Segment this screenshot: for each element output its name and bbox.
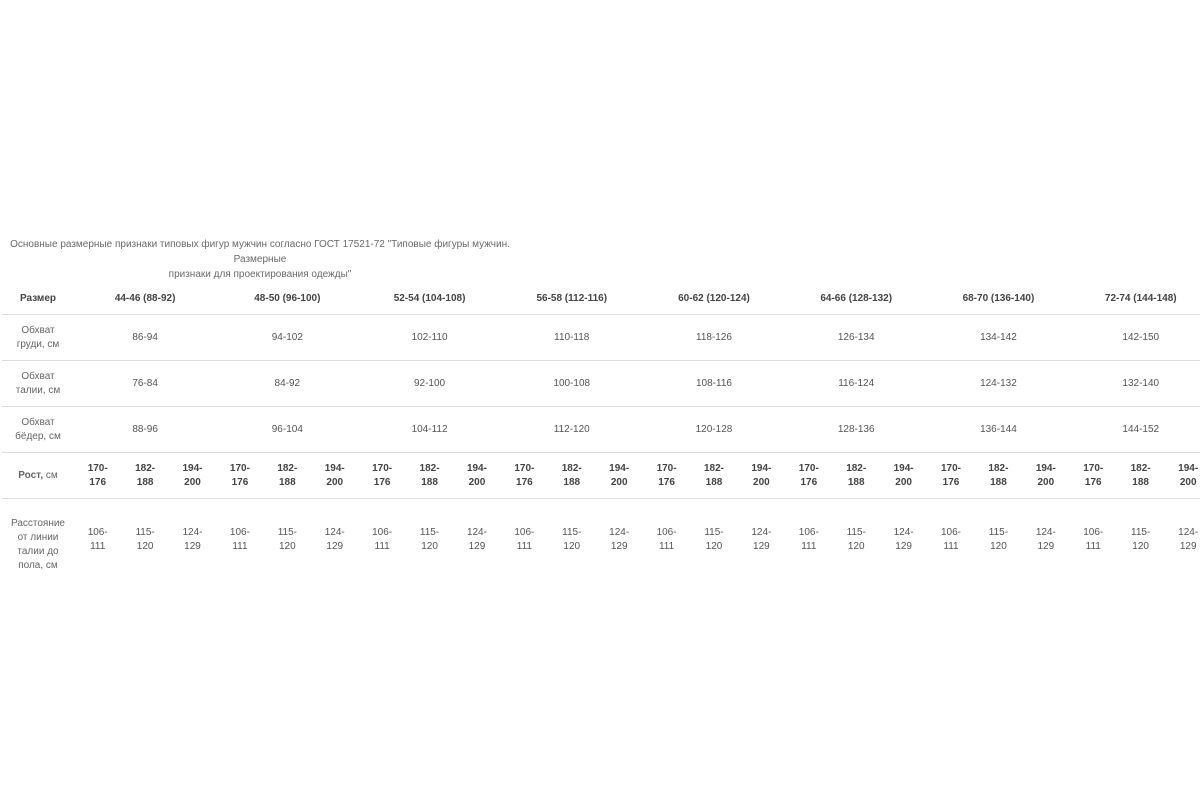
size-cell: 56-58 (112-116) <box>501 284 643 315</box>
height-cell: 170- 176 <box>927 453 974 499</box>
height-cell: 182- 188 <box>1117 453 1164 499</box>
chest-row <box>2 315 1200 361</box>
distance-row <box>2 499 1200 582</box>
distance-cell: 115- 120 <box>562 527 582 552</box>
height-row <box>2 453 1200 499</box>
distance-cell: 124- 129 <box>893 527 914 552</box>
height-cell: 182- 188 <box>264 453 311 499</box>
height-cell: 182- 188 <box>975 453 1022 499</box>
height-cell: 182- 188 <box>690 453 737 499</box>
height-cell: 194- 200 <box>311 453 358 499</box>
height-cell: 182- 188 <box>833 453 880 499</box>
height-cell: 182- 188 <box>406 453 453 499</box>
size-header-label: Размер <box>2 284 74 315</box>
distance-cell: 115- 120 <box>419 527 440 552</box>
distance-cell: 124- 129 <box>1035 527 1056 552</box>
height-cell: 170- 176 <box>74 453 121 499</box>
distance-cell: 106- 111 <box>372 527 393 552</box>
caption-line-1: Основные размерные признаки типовых фигур мужчин согласно ГОСТ 17521-72 "Типовые фигуры мужчин. Размерные <box>10 239 510 265</box>
hips-cell: 128-136 <box>785 407 927 453</box>
hips-cell: 104-112 <box>358 407 500 453</box>
height-cell: 170- 176 <box>643 453 690 499</box>
hips-cell: 120-128 <box>643 407 785 453</box>
distance-cell: 115- 120 <box>988 527 1009 552</box>
distance-cell: 124- 129 <box>324 527 345 552</box>
hips-label: Обхват бёдер, см <box>2 407 74 453</box>
distance-cell: 124- 129 <box>751 527 772 552</box>
distance-cell: 106- 111 <box>1083 527 1104 552</box>
distance-cell: 106- 111 <box>798 527 819 552</box>
hips-cell: 88-96 <box>74 407 216 453</box>
waist-label: Обхват талии, см <box>2 361 74 407</box>
size-cell: 52-54 (104-108) <box>358 284 500 315</box>
chest-cell: 126-134 <box>785 315 927 361</box>
hips-row <box>2 407 1200 453</box>
distance-cell: 124- 129 <box>609 527 630 552</box>
distance-cell: 115- 120 <box>704 527 724 552</box>
height-cell: 170- 176 <box>358 453 405 499</box>
distance-cell: 115- 120 <box>846 527 866 552</box>
distance-label: Расстояние от линии талии до пола, см <box>10 518 65 571</box>
waist-cell: 84-92 <box>216 361 358 407</box>
distance-cell: 115- 120 <box>277 527 297 552</box>
distance-cell: 106- 111 <box>514 527 535 552</box>
distance-cell: 124- 129 <box>1178 527 1199 552</box>
distance-cell: 106- 111 <box>229 527 250 552</box>
waist-row <box>2 361 1200 407</box>
height-cell: 194- 200 <box>1164 453 1200 499</box>
distance-cell: 115- 120 <box>135 527 155 552</box>
distance-cell: 106- 111 <box>87 527 108 552</box>
height-cell: 170- 176 <box>501 453 548 499</box>
hips-cell: 144-152 <box>1070 407 1200 453</box>
size-cell: 64-66 (128-132) <box>785 284 927 315</box>
chest-cell: 134-142 <box>927 315 1069 361</box>
size-cell: 48-50 (96-100) <box>216 284 358 315</box>
chest-cell: 86-94 <box>74 315 216 361</box>
hips-cell: 136-144 <box>927 407 1069 453</box>
table-caption <box>0 237 520 282</box>
height-cell: 194- 200 <box>453 453 500 499</box>
chest-cell: 94-102 <box>216 315 358 361</box>
height-cell: 194- 200 <box>880 453 927 499</box>
chest-cell: 142-150 <box>1070 315 1200 361</box>
chest-cell: 102-110 <box>358 315 500 361</box>
waist-cell: 124-132 <box>927 361 1069 407</box>
size-cell: 68-70 (136-140) <box>927 284 1069 315</box>
height-cell: 194- 200 <box>169 453 216 499</box>
waist-cell: 92-100 <box>358 361 500 407</box>
chest-cell: 110-118 <box>501 315 643 361</box>
size-table <box>2 284 1200 581</box>
hips-cell: 96-104 <box>216 407 358 453</box>
distance-cell: 124- 129 <box>466 527 487 552</box>
hips-cell: 112-120 <box>501 407 643 453</box>
height-label: Рост, см <box>2 453 74 499</box>
distance-cell: 115- 120 <box>1131 527 1151 552</box>
height-cell: 194- 200 <box>738 453 785 499</box>
height-cell: 182- 188 <box>548 453 595 499</box>
caption-line-2: признаки для проектирования одежды" <box>168 269 352 280</box>
size-cell: 72-74 (144-148) <box>1070 284 1200 315</box>
waist-cell: 132-140 <box>1070 361 1200 407</box>
waist-cell: 116-124 <box>785 361 927 407</box>
distance-cell: 106- 111 <box>941 527 962 552</box>
distance-cell: 106- 111 <box>656 527 677 552</box>
height-cell: 170- 176 <box>1070 453 1117 499</box>
size-cell: 44-46 (88-92) <box>74 284 216 315</box>
height-cell: 170- 176 <box>785 453 832 499</box>
waist-cell: 76-84 <box>74 361 216 407</box>
chest-label: Обхват груди, см <box>2 315 74 361</box>
height-cell: 194- 200 <box>595 453 642 499</box>
size-row <box>2 284 1200 315</box>
size-cell: 60-62 (120-124) <box>643 284 785 315</box>
height-cell: 194- 200 <box>1022 453 1069 499</box>
height-cell: 170- 176 <box>216 453 263 499</box>
distance-cell: 124- 129 <box>182 527 203 552</box>
waist-cell: 100-108 <box>501 361 643 407</box>
height-cell: 182- 188 <box>121 453 168 499</box>
waist-cell: 108-116 <box>643 361 785 407</box>
chest-cell: 118-126 <box>643 315 785 361</box>
